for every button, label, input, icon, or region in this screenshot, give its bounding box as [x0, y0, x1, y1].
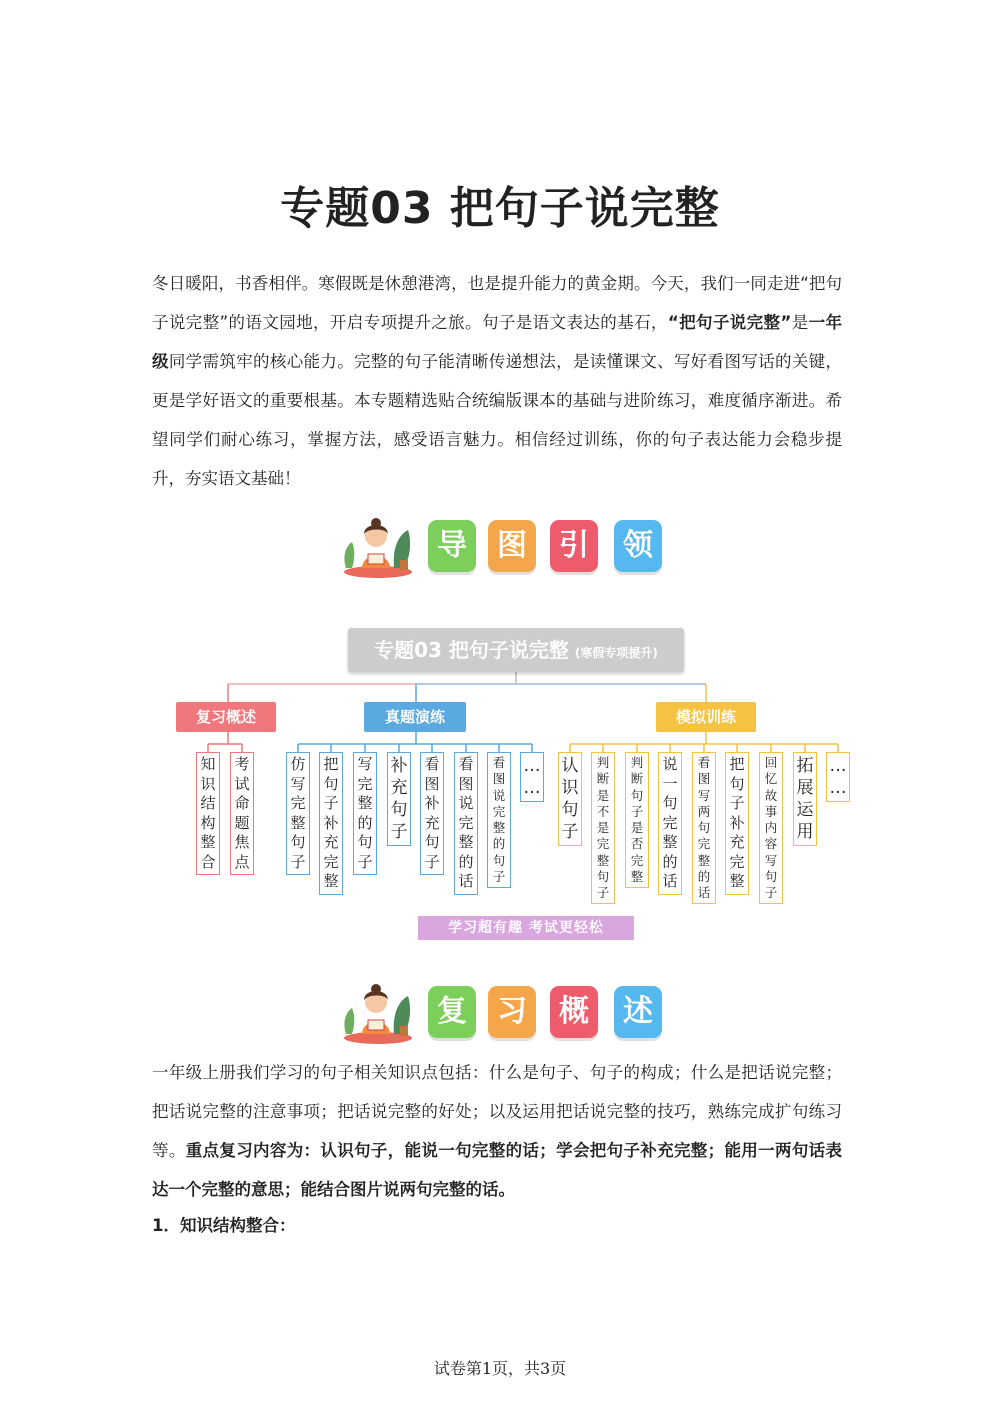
mind-map-leaf: 拓 展 运 用	[793, 752, 817, 846]
banner-mindmap-guide	[338, 512, 668, 584]
section-heading: 1．知识结构整合：	[152, 1216, 296, 1235]
review-paragraph: 一年级上册我们学习的句子相关知识点包括：什么是句子、句子的构成；什么是把话说完整；把话说完整的注意事项；把话说完整的好处；以及运用把话说完整的技巧，熟练完成扩句练习等。重点复习内容为：认识句子，能说一句完整的话；学会把句子补充完整；能用一两句话表达一个完整的意思；能结合图片说两句完整的话。	[152, 1063, 843, 1199]
page-title: 专题03 把句子说完整	[280, 183, 720, 234]
banner-tile: 领	[614, 520, 662, 572]
mind-map-leaf: 认 识 句 子	[558, 752, 582, 846]
mind-map-leaf: 看 图 说 完 整 的 话	[454, 752, 478, 895]
mind-map-leaf: 把 句 子 补 充 完 整	[725, 752, 749, 895]
banner-tile: 导	[428, 520, 476, 572]
mind-map-leaf: 判 断 句 子 是 否 完 整	[625, 752, 649, 888]
mind-map-leaf: 写 完 整 的 句 子	[353, 752, 377, 875]
branch-review: 复习概述	[176, 702, 276, 732]
mind-map-leaf: … …	[520, 752, 544, 802]
mind-map-leaf: … …	[826, 752, 850, 802]
reading-girl-icon	[338, 516, 416, 580]
mind-map-root: 专题03 把句子说完整 (寒假专项提升)	[348, 628, 684, 672]
mind-map-leaf: 判 断 是 不 是 完 整 句 子	[591, 752, 615, 904]
banner-tile: 复	[428, 986, 476, 1038]
banner-tile: 概	[550, 986, 598, 1038]
mind-map-leaf: 知 识 结 构 整 合	[196, 752, 220, 875]
mind-map-leaf: 看 图 写 两 句 完 整 的 话	[692, 752, 716, 904]
mind-map-leaf: 说 一 句 完 整 的 话	[658, 752, 682, 895]
mind-map	[150, 620, 850, 950]
branch-mock-training: 模拟训练	[656, 702, 756, 732]
banner-tile: 习	[488, 986, 536, 1038]
banner-tile: 述	[614, 986, 662, 1038]
mind-map-slogan: 学习超有趣 考试更轻松	[418, 916, 634, 940]
banner-tile: 图	[488, 520, 536, 572]
mind-map-leaf: 补 充 句 子	[387, 752, 411, 846]
mind-map-leaf: 仿 写 完 整 句 子	[286, 752, 310, 875]
mind-map-leaf: 考 试 命 题 焦 点	[230, 752, 254, 875]
mind-map-leaf: 把 句 子 补 充 完 整	[319, 752, 343, 895]
banner-tile: 引	[550, 520, 598, 572]
branch-past-exams: 真题演练	[364, 702, 466, 732]
reading-girl-icon	[338, 982, 416, 1046]
mind-map-leaf: 看 图 补 充 句 子	[420, 752, 444, 875]
page-footer: 试卷第1页，共3页	[433, 1359, 567, 1378]
intro-paragraph: 冬日暖阳，书香相伴。寒假既是休憩港湾，也是提升能力的黄金期。今天，我们一同走进“把句子说完整”的语文园地，开启专项提升之旅。句子是语文表达的基石，“把句子说完整”是一年级同学需筑牢的核心能力。完整的句子能清晰传递想法，是读懂课文、写好看图写话的关键，更是学好语文的重要根基。本专题精选贴合统编版课本的基础与进阶练习，难度循序渐进。希望同学们耐心练习，掌握方法，感受语言魅力。相信经过训练，你的句子表达能力会稳步提升，夯实语文基础！	[152, 274, 843, 488]
banner-review-overview	[338, 978, 668, 1050]
mind-map-leaf: 回 忆 故 事 内 容 写 句 子	[759, 752, 783, 904]
mind-map-leaf: 看 图 说 完 整 的 句 子	[487, 752, 511, 888]
